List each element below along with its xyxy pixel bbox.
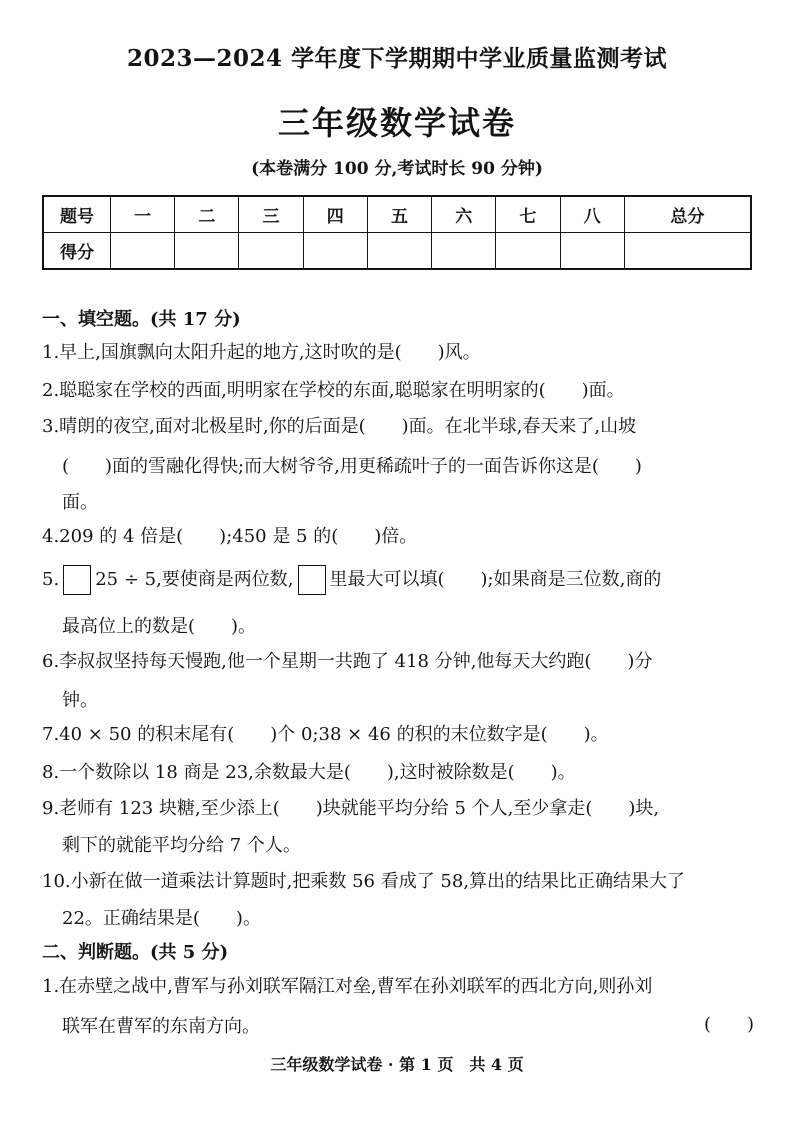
score-table <box>42 195 752 270</box>
question-7: 7.40 × 50 的积末尾有( )个 0;38 × 46 的积的末位数字是( )。 <box>42 724 609 745</box>
score-table-cell: 得分 <box>43 233 111 270</box>
exam-subtitle: (本卷满分 100 分,考试时长 90 分钟) <box>251 159 543 179</box>
question-1: 1.早上,国旗飘向太阳升起的地方,这时吹的是( )风。 <box>42 342 481 363</box>
score-table-cell: 二 <box>175 196 239 233</box>
question-9-line-2: 剩下的就能平均分给 7 个人。 <box>62 835 301 856</box>
score-entry-cell[interactable] <box>432 233 496 270</box>
score-entry-cell[interactable] <box>624 233 751 270</box>
question-2: 2.聪聪家在学校的西面,明明家在学校的东面,聪聪家在明明家的( )面。 <box>42 380 625 401</box>
question-3-line-3: 面。 <box>62 492 98 513</box>
question-5-line-1 <box>42 563 758 597</box>
question-10-line-2: 22。正确结果是( )。 <box>62 908 261 929</box>
score-entry-cell[interactable] <box>367 233 431 270</box>
section-heading-true-false: 二、判断题。(共 5 分) <box>42 942 229 963</box>
question-5-text-b: 里最大可以填( );如果商是三位数,商的 <box>329 569 662 590</box>
question-5-text-a: 25 ÷ 5,要使商是两位数, <box>95 569 294 590</box>
score-table-cell: 三 <box>239 196 303 233</box>
score-table-header-row <box>43 196 751 233</box>
score-table-cell: 六 <box>432 196 496 233</box>
judgment-question-1-line-1: 1.在赤壁之战中,曹军与孙刘联军隔江对垒,曹军在孙刘联军的西北方向,则孙刘 <box>42 976 653 997</box>
score-table-cell: 八 <box>560 196 624 233</box>
score-table-score-row <box>43 233 751 270</box>
answer-parentheses[interactable]: ( ) <box>703 1014 754 1035</box>
question-3-line-2: ( )面的雪融化得快;而大树爷爷,用更稀疏叶子的一面告诉你这是( ) <box>62 456 642 477</box>
score-table-cell: 总分 <box>624 196 751 233</box>
score-entry-cell[interactable] <box>239 233 303 270</box>
blank-box[interactable] <box>298 565 326 595</box>
question-10-line-1: 10.小新在做一道乘法计算题时,把乘数 56 看成了 58,算出的结果比正确结果大了 <box>42 871 686 892</box>
question-8: 8.一个数除以 18 商是 23,余数最大是( ),这时被除数是( )。 <box>42 762 576 783</box>
question-5-number: 5. <box>42 569 60 590</box>
score-entry-cell[interactable] <box>175 233 239 270</box>
score-table-cell: 一 <box>111 196 175 233</box>
question-6-line-2: 钟。 <box>62 690 98 711</box>
score-table-cell: 题号 <box>43 196 111 233</box>
score-table-cell: 四 <box>303 196 367 233</box>
question-4: 4.209 的 4 倍是( );450 是 5 的( )倍。 <box>42 526 418 547</box>
score-entry-cell[interactable] <box>496 233 560 270</box>
question-6-line-1: 6.李叔叔坚持每天慢跑,他一个星期一共跑了 418 分钟,他每天大约跑( )分 <box>42 651 653 672</box>
score-entry-cell[interactable] <box>303 233 367 270</box>
question-3-line-1: 3.晴朗的夜空,面对北极星时,你的后面是( )面。在北半球,春天来了,山坡 <box>42 416 637 437</box>
page-footer: 三年级数学试卷 · 第 1 页 共 4 页 <box>270 1055 524 1074</box>
score-entry-cell[interactable] <box>111 233 175 270</box>
exam-title: 2023—2024 学年度下学期期中学业质量监测考试 <box>126 45 668 72</box>
score-entry-cell[interactable] <box>560 233 624 270</box>
judgment-question-1-line-2: 联军在曹军的东南方向。 <box>62 1016 260 1037</box>
score-table-cell: 七 <box>496 196 560 233</box>
blank-box[interactable] <box>63 565 91 595</box>
paper-title: 三年级数学试卷 <box>277 104 516 142</box>
section-heading-fill-in: 一、填空题。(共 17 分) <box>42 309 241 330</box>
score-table-cell: 五 <box>367 196 431 233</box>
question-9-line-1: 9.老师有 123 块糖,至少添上( )块就能平均分给 5 个人,至少拿走( )块, <box>42 798 660 819</box>
question-5-line-2: 最高位上的数是( )。 <box>62 616 257 637</box>
